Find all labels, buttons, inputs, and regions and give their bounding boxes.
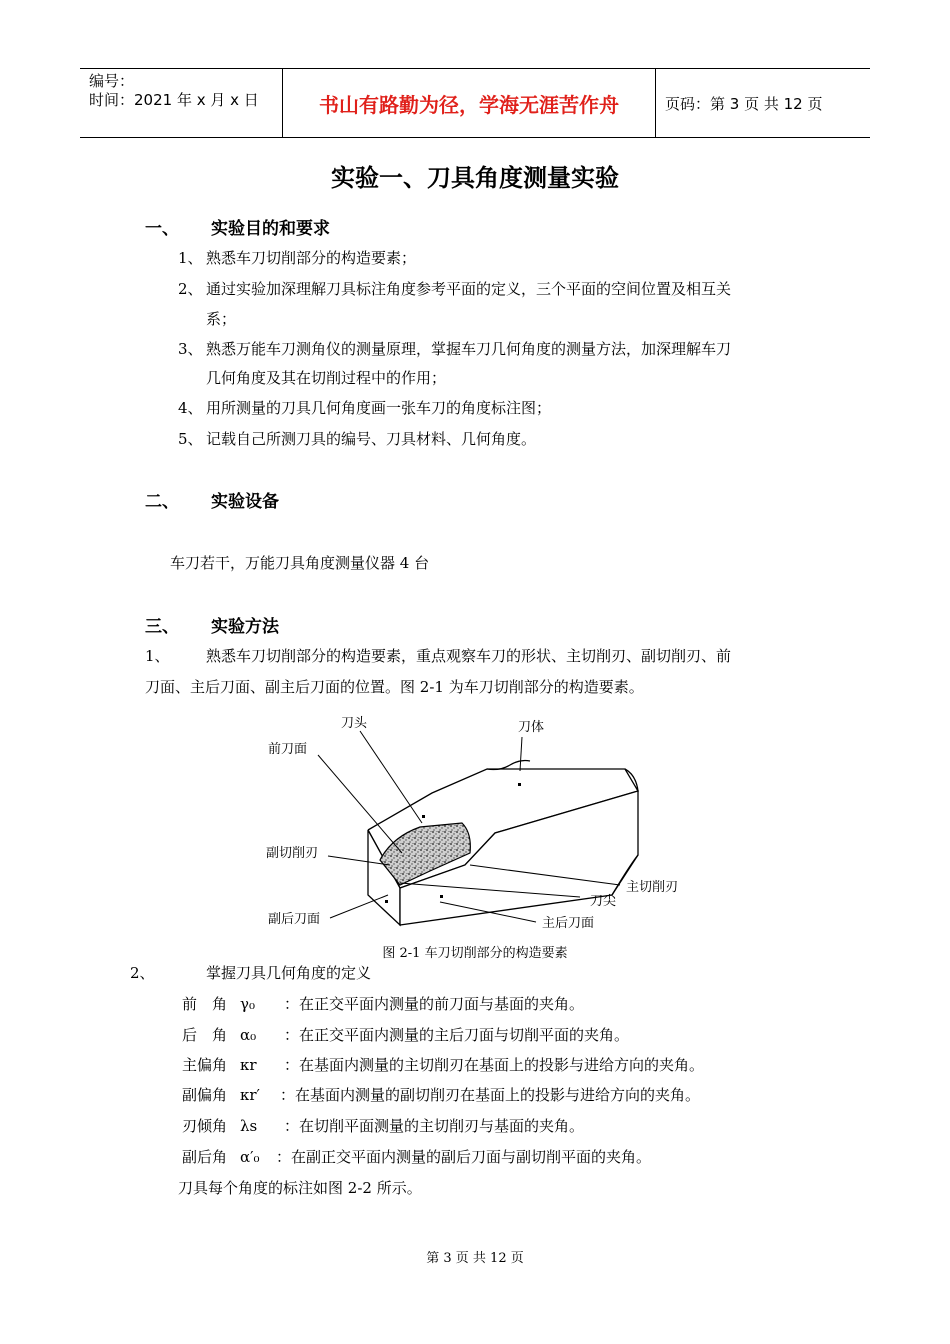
definition-term: 主偏角: [182, 1056, 228, 1074]
item-text: 熟悉车刀切削部分的构造要素，重点观察车刀的形状、主切削刃、副切削刃、前: [206, 647, 732, 665]
definition-clearance-angle: [182, 1024, 629, 1045]
definition-symbol: κr′: [240, 1086, 260, 1104]
section-heading-method: [145, 612, 279, 637]
definition-minor-clearance-angle: [182, 1146, 651, 1167]
item-number: 3、: [178, 340, 203, 358]
equipment-text: 车刀若干，万能刀具角度测量仪器 4 台: [170, 554, 430, 572]
objective-item: [178, 278, 731, 299]
objective-item: [178, 397, 551, 418]
item-text-continued: 几何角度及其在切削过程中的作用；: [206, 369, 447, 387]
item-text-continued: 刀面、主后刀面、副主后刀面的位置。图 2-1 为车刀切削部分的构造要素。: [145, 678, 644, 696]
label-tip: 刀尖: [590, 894, 617, 909]
definition-symbol: γ₀: [240, 995, 255, 1013]
objective-item: [178, 338, 731, 359]
item-text-continued: 系；: [206, 310, 237, 328]
definition-text: ：在基面内测量的副切削刃在基面上的投影与进给方向的夹角。: [280, 1086, 701, 1104]
definition-term: 后 角: [182, 1026, 228, 1044]
item-text: 记载自己所测刀具的编号、刀具材料、几何角度。: [206, 430, 537, 448]
figure-lathe-tool: [0, 705, 950, 945]
definition-text: ：在正交平面内测量的前刀面与基面的夹角。: [284, 995, 585, 1013]
item-text: 用所测量的刀具几何角度画一张车刀的角度标注图；: [206, 399, 552, 417]
definition-text: ：在副正交平面内测量的副后刀面与副切削平面的夹角。: [276, 1148, 652, 1166]
section-heading-objectives: [145, 214, 330, 239]
definition-text: ：在切削平面测量的主切削刃与基面的夹角。: [284, 1117, 585, 1135]
method-item-2: [130, 962, 371, 983]
section-heading-equipment: [145, 487, 279, 512]
definition-rake-angle: [182, 993, 584, 1014]
label-rake-face: 前刀面: [268, 742, 308, 757]
item-number: 2、: [130, 964, 155, 982]
method-item-1: [145, 645, 731, 666]
item-number: 1、: [145, 647, 170, 665]
item-text: 熟悉车刀切削部分的构造要素；: [206, 249, 417, 267]
definition-term: 前 角: [182, 995, 228, 1013]
definition-symbol: λs: [240, 1117, 258, 1135]
dot-marker: [422, 815, 425, 818]
definition-text: ：在正交平面内测量的主后刀面与切削平面的夹角。: [284, 1026, 630, 1044]
item-number: 5、: [178, 430, 203, 448]
definition-minor-cutting-edge-angle: [182, 1084, 700, 1105]
definition-term: 刃倾角: [182, 1117, 228, 1135]
label-main-flank: 主后刀面: [542, 916, 595, 931]
definition-term: 副偏角: [182, 1086, 228, 1104]
section-number: 二、: [145, 492, 179, 512]
header-time: 时间：2021 年 x 月 x 日: [89, 91, 259, 109]
item-text: 熟悉万能车刀测角仪的测量原理，掌握车刀几何角度的测量方法，加深理解车刀: [206, 340, 732, 358]
section-number: 三、: [145, 617, 179, 637]
objective-item: [178, 247, 416, 268]
item-number: 4、: [178, 399, 203, 417]
header-code: 编号：: [89, 72, 135, 90]
figure-caption: 图 2-1 车刀切削部分的构造要素: [382, 946, 568, 961]
section-title: 实验目的和要求: [211, 219, 330, 239]
item-text: 通过实验加深理解刀具标注角度参考平面的定义，三个平面的空间位置及相互关: [206, 280, 732, 298]
item-number: 2、: [178, 280, 203, 298]
header-motto: 书山有路勤为径，学海无涯苦作舟: [282, 69, 656, 137]
page-footer: 第 3 页 共 12 页: [426, 1251, 524, 1266]
objective-item: [178, 428, 536, 449]
definition-text: ：在基面内测量的主切削刃在基面上的投影与进给方向的夹角。: [284, 1056, 705, 1074]
method-summary: 刀具每个角度的标注如图 2-2 所示。: [178, 1179, 422, 1197]
definition-symbol: α₀: [240, 1026, 257, 1044]
header-page-info: 页码：第 3 页 共 12 页: [665, 94, 823, 113]
definition-term: 副后角: [182, 1148, 228, 1166]
definition-inclination-angle: [182, 1115, 584, 1136]
page-header: [80, 68, 870, 138]
label-minor-edge: 副切削刃: [266, 846, 319, 861]
definition-symbol: κr: [240, 1056, 257, 1074]
label-body: 刀体: [518, 720, 545, 735]
page-title: 实验一、刀具角度测量实验: [331, 164, 619, 192]
dot-marker: [385, 900, 388, 903]
section-title: 实验方法: [211, 617, 279, 637]
dot-marker: [440, 895, 443, 898]
definition-symbol: α′₀: [240, 1148, 260, 1166]
definition-cutting-edge-angle: [182, 1054, 704, 1075]
item-number: 1、: [178, 249, 203, 267]
item-text: 掌握刀具几何角度的定义: [206, 964, 372, 982]
dot-marker: [518, 783, 521, 786]
header-meta: [80, 69, 282, 137]
label-head: 刀头: [341, 716, 368, 731]
section-number: 一、: [145, 219, 179, 239]
label-minor-flank: 副后刀面: [268, 912, 321, 927]
label-main-edge: 主切削刃: [626, 880, 679, 895]
section-title: 实验设备: [211, 492, 279, 512]
